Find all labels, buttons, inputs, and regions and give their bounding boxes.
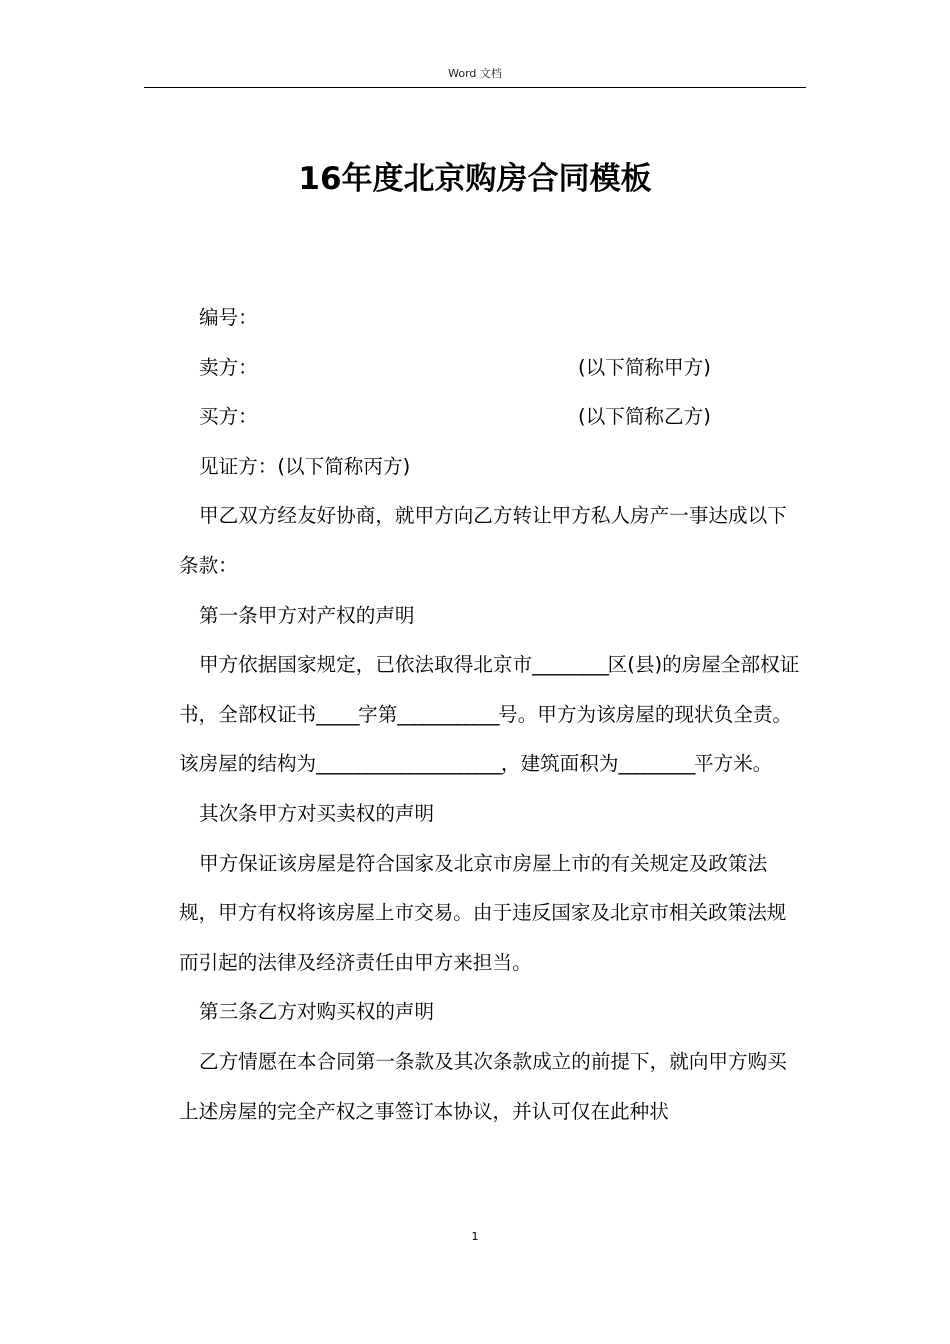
buyer-note: (以下简称乙方)	[578, 405, 711, 429]
article1-text-1: 甲方依据国家规定，已依法取得北京市	[199, 653, 533, 677]
district-blank: _________	[532, 653, 608, 677]
buyer-row	[179, 392, 805, 442]
buyer-label: 买方：	[199, 405, 258, 429]
article1-text-5: ，建筑面积为	[500, 752, 619, 776]
page-number: 1	[471, 1230, 479, 1243]
article1-text-6: 平方米。	[694, 752, 773, 776]
article1-text-4: 号。甲方为该房屋的现状负全责。该房屋的结构为	[179, 702, 793, 776]
witness-line: 见证方：(以下简称丙方)	[199, 454, 411, 478]
certificate-prefix-blank: _____	[316, 702, 359, 726]
article3-paragraph: 乙方情愿在本合同第一条款及其次条款成立的前提下，就向甲方购买上述房屋的完全产权之事签订本协议，并认可仅在此种状	[179, 1049, 787, 1123]
seller-note: (以下简称甲方)	[578, 355, 711, 379]
intro-paragraph: 甲乙双方经友好协商，就甲方向乙方转让甲方私人房产一事达成以下条款：	[179, 504, 787, 577]
article1-text-2: 区(县)的房屋全部权证书，全部权证书	[179, 653, 800, 726]
header-divider	[144, 87, 806, 88]
certificate-number-blank: ____________	[397, 702, 499, 726]
page-header: Word 文档	[448, 67, 502, 80]
article1-text-3: 字第	[358, 702, 398, 726]
contract-number-label: 编号：	[199, 306, 258, 329]
seller-row	[179, 343, 805, 393]
article3-heading: 第三条乙方对购买权的声明	[199, 1000, 435, 1024]
article2-heading: 其次条甲方对买卖权的声明	[199, 801, 435, 825]
structure-blank: ______________________	[316, 752, 501, 776]
area-blank: _________	[618, 752, 695, 776]
document-body	[179, 293, 805, 1136]
seller-label: 卖方：	[199, 355, 258, 379]
article1-paragraph	[179, 640, 805, 789]
document-title: 16年度北京购房合同模板	[298, 161, 652, 197]
article1-heading: 第一条甲方对产权的声明	[199, 603, 415, 627]
article2-paragraph: 甲方保证该房屋是符合国家及北京市房屋上市的有关规定及政策法规，甲方有权将该房屋上市交易。由于违反国家及北京市相关政策法规而引起的法律及经济责任由甲方来担当。	[179, 851, 787, 974]
